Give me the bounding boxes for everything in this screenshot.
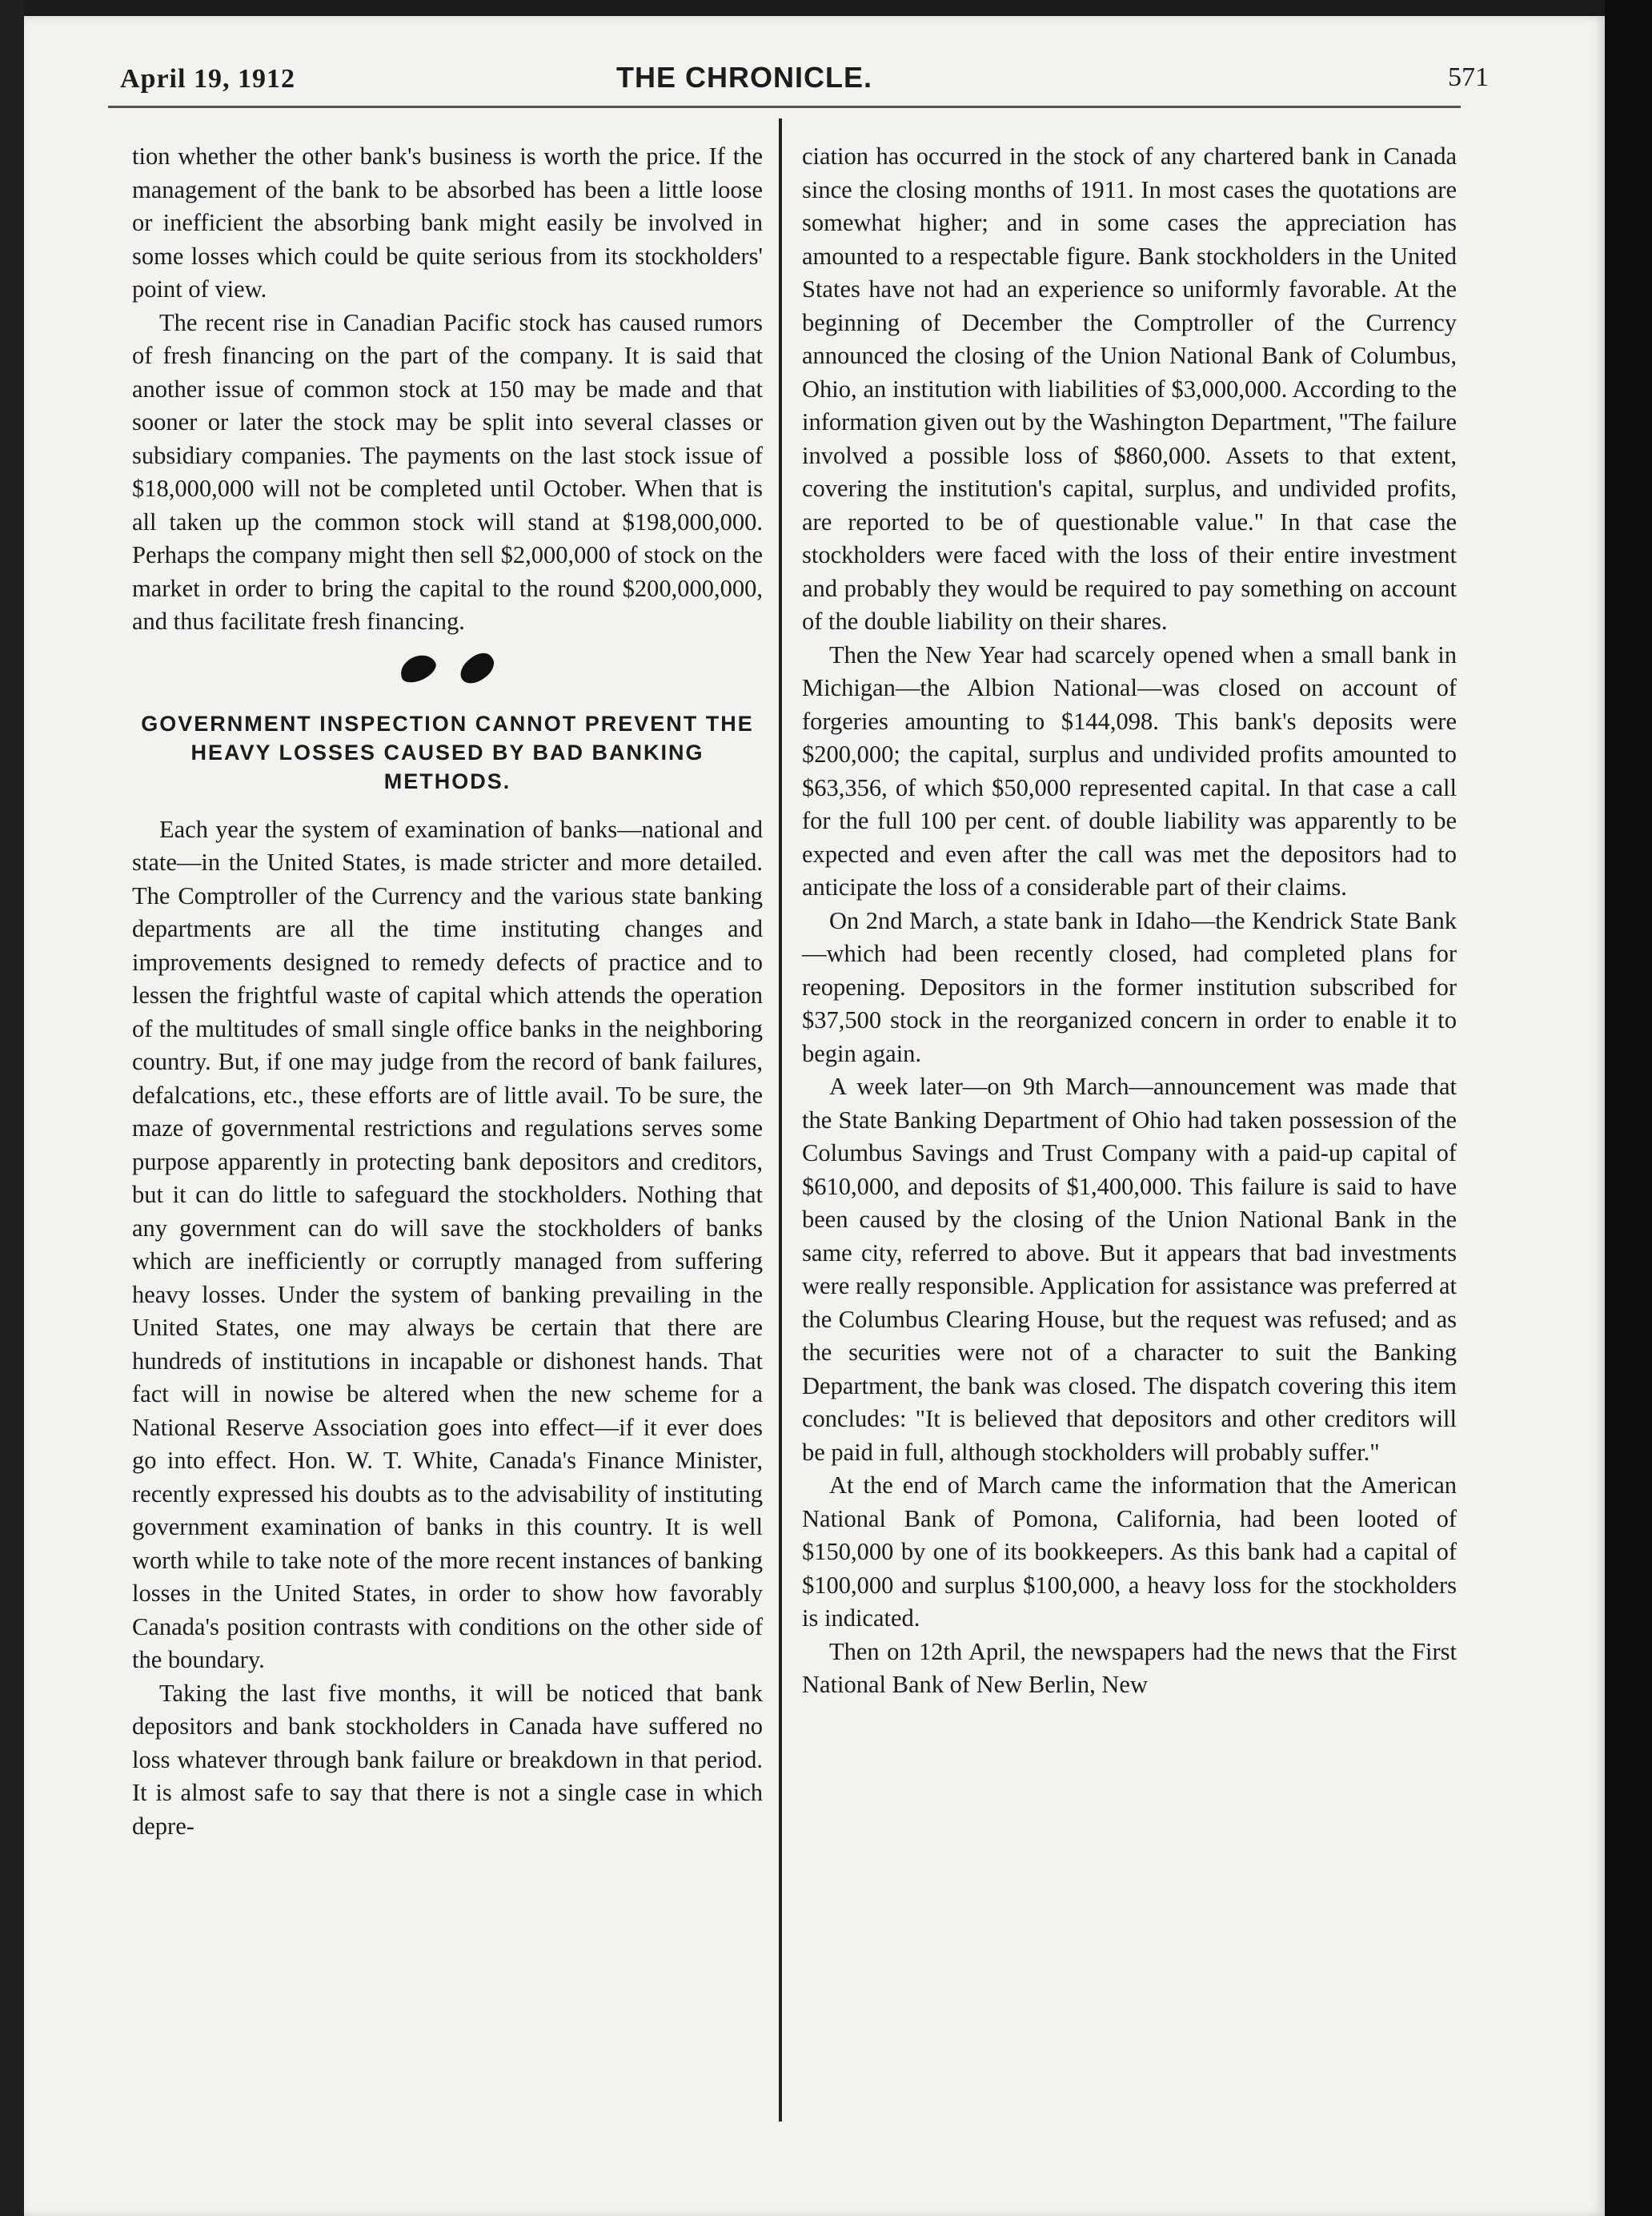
section-ornament: [132, 656, 763, 688]
article-paragraph: The recent rise in Canadian Pacific stock has caused rumors of fresh financing on the part of the company. It is said that another issue of common stock at 150 may be made and that sooner or later the stock may be split into several classes or subsidiary companies. The payments on the last stock issue of $18,000,000 will not be completed until October. When that is all taken up the common stock will stand at $198,000,000. Perhaps the company might then sell $2,000,000 of stock on the market in order to bring the capital to the round $200,000,000, and thus facilitate fresh financing.: [132, 308, 763, 635]
issue-date: April 19, 1912: [120, 64, 295, 94]
scan-left-edge: [0, 0, 24, 2216]
article-paragraph: At the end of March came the information that the American National Bank of Pomona, California, had been looted of $150,000 by one of its bookkeepers. As this bank had a capital of $100,000 and surplus $100,000, a heavy loss for the stockholders is indicated.: [802, 1471, 1457, 1632]
header-rule: [108, 106, 1461, 108]
page-header: [24, 56, 1605, 104]
article-paragraph: ciation has occurred in the stock of any chartered bank in Canada since the closing months of 1911. In most cases the quotations are somewhat higher; and in some cases the appreciation has amounted to a respectable figure. Bank stockholders in the United States have not had an experience so uniformly favorable. At the beginning of December the Comptroller of the Currency announced the closing of the Union National Bank of Columbus, Ohio, an institution with liabilities of $3,000,000. According to the information given out by the Washington Department, "The failure involved a possible loss of $860,000. Assets to that extent, covering the institution's capital, surplus, and undivided profits, are reported to be of questionable value." In that case the stockholders were faced with the loss of their entire investment and probably they would be required to pay something on account of the double liability on their shares.: [802, 143, 1457, 635]
article-paragraph: Then the New Year had scarcely opened when a small bank in Michigan—the Albion National—was closed on account of forgeries amounting to $144,098. This bank's deposits were $200,000; the capital, surplus and undivided profits amounted to $63,356, of which $50,000 represented capital. In that case a call for the full 100 per cent. of double liability was apparently to be expected and even after the call was met the depositors had to anticipate the loss of a considerable part of their claims.: [802, 640, 1457, 901]
article-paragraph: Taking the last five months, it will be noticed that bank depositors and bank stockholders in Canada have suffered no loss whatever through bank failure or breakdown in that period. It is almost safe to say that there is not a single case in which depre-: [132, 1679, 763, 1840]
ornament-mark: [455, 648, 499, 688]
article-paragraph: A week later—on 9th March—announcement was made that the State Banking Department of Ohio had taken possession of the Columbus Savings and Trust Company with a paid-up capital of $610,000, and deposits of $1,400,000. This failure is said to have been caused by the closing of the Union National Bank in the same city, referred to above. But it appears that bad investments were really responsible. Application for assistance was preferred at the Columbus Clearing House, but the request was refused; and as the securities were not of a character to suit the Banking Department, the bank was closed. The dispatch covering this item concludes: "It is believed that depositors and other creditors will be paid in full, although stockholders will probably suffer.": [802, 1073, 1457, 1466]
right-column: [802, 140, 1457, 1702]
article-paragraph: Each year the system of examination of banks—national and state—in the United States, is made stricter and more detailed. The Comptroller of the Currency and the various state banking departments are all the time instituting changes and improvements designed to remedy defects of practice and to lessen the frightful waste of capital which attends the operation of the multitudes of small single office banks in the neighboring country. But, if one may judge from the record of bank failures, defalcations, etc., these efforts are of little avail. To be sure, the maze of governmental restrictions and regulations serves some purpose apparently in protecting bank depositors and creditors, but it can do little to safeguard the stockholders. Nothing that any government can do will save the stockholders of banks which are inefficiently or corruptly managed from suffering heavy losses. Under the system of banking prevailing in the United States, one may always be certain that there are hundreds of institutions in incapable or dishonest hands. That fact will in nowise be altered when the new scheme for a National Reserve Association goes into effect—if it ever does go into effect. Hon. W. T. White, Canada's Finance Minister, recently expressed his doubts as to the advisability of instituting government examination of banks in this country. It is well worth while to take note of the more recent instances of banking losses in the United States, in order to show how favorably Canada's position contrasts with conditions on the other side of the boundary.: [132, 815, 763, 1673]
publication-title: THE CHRONICLE.: [616, 61, 872, 94]
page-number: 571: [1448, 62, 1489, 92]
article-headline: GOVERNMENT INSPECTION CANNOT PREVENT THE HEAVY LOSSES CAUSED BY BAD BANKING METHODS.: [141, 711, 754, 793]
left-column: [132, 140, 763, 1843]
article-paragraph: tion whether the other bank's business is worth the price. If the management of the bank to be absorbed has been a little loose or inefficient the absorbing bank might easily be involved in some losses which could be quite serious from its stockholders' point of view.: [132, 143, 763, 303]
column-divider: [779, 118, 782, 2122]
ornament-mark: [396, 649, 439, 687]
newspaper-page: [24, 16, 1605, 2216]
article-paragraph: Then on 12th April, the newspapers had the news that the First National Bank of New Berlin, New: [802, 1637, 1457, 1698]
article-paragraph: On 2nd March, a state bank in Idaho—the Kendrick State Bank—which had been recently closed, had completed plans for reopening. Depositors in the former institution subscribed for $37,500 stock in the reorganized concern in order to enable it to begin again.: [802, 906, 1457, 1067]
scan-right-edge: [1605, 0, 1652, 2216]
